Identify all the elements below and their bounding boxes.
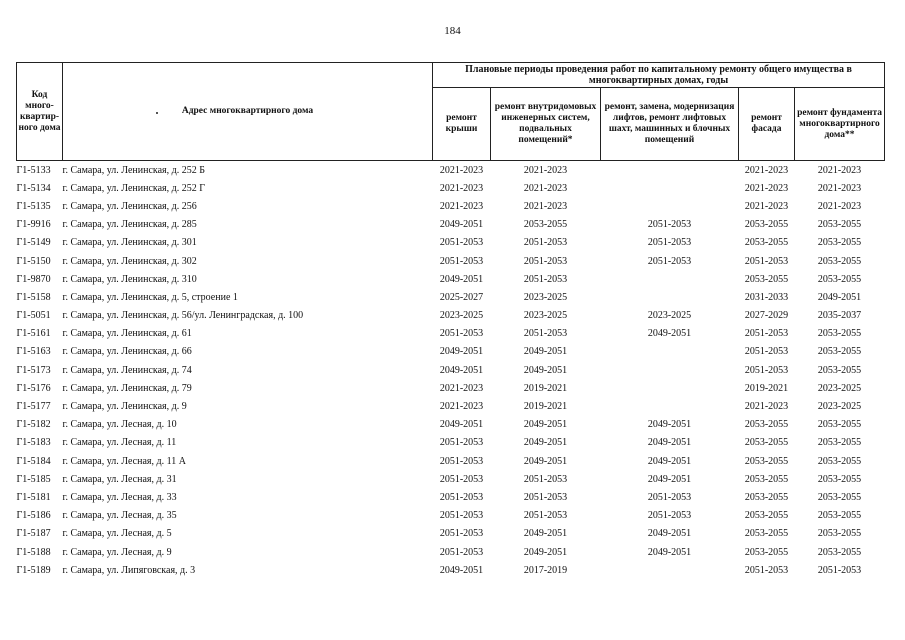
table-row [17, 361, 885, 379]
cell-systems: 2051-2053 [523, 328, 568, 340]
header-foundation: ремонт фундамента многоквартирного дома** [795, 88, 885, 161]
page-number: 184 [444, 25, 461, 37]
cell-foundation: 2049-2051 [817, 291, 862, 303]
cell-facade: 2051-2053 [744, 564, 789, 576]
cell-roof: 2051-2053 [439, 528, 484, 540]
cell-foundation: 2053-2055 [817, 346, 862, 358]
cell-foundation: 2053-2055 [817, 419, 862, 431]
table-row [17, 179, 885, 197]
table-row [17, 197, 885, 215]
cell-code: Г1-5051 [16, 310, 51, 322]
cell-foundation: 2053-2055 [817, 328, 862, 340]
header-periods-group: Плановые периоды проведения работ по капитальному ремонту общего имущества в многоквартирных домах, годы [433, 63, 885, 88]
capital-repair-schedule-table [16, 62, 885, 579]
cell-lifts: 2051-2053 [647, 255, 692, 267]
cell-code: Г1-5185 [16, 473, 51, 485]
cell-facade: 2021-2023 [744, 182, 789, 194]
header-lifts: ремонт, замена, модернизация лифтов, ремонт лифтовых шахт, машинных и блочных помещений [601, 88, 739, 161]
cell-roof: 2049-2051 [439, 219, 484, 231]
cell-code: Г1-5183 [16, 437, 51, 449]
cell-roof: 2051-2053 [439, 328, 484, 340]
cell-facade: 2053-2055 [744, 273, 789, 285]
cell-facade: 2051-2053 [744, 328, 789, 340]
cell-foundation: 2053-2055 [817, 510, 862, 522]
table-row [17, 397, 885, 415]
cell-systems: 2049-2051 [523, 528, 568, 540]
cell-systems: 2051-2053 [523, 273, 568, 285]
cell-lifts [601, 270, 739, 288]
cell-address: г. Самара, ул. Ленинская, д. 56/ул. Ленинградская, д. 100 [62, 310, 304, 322]
cell-foundation: 2023-2025 [817, 382, 862, 394]
cell-lifts [601, 161, 739, 180]
table-row [17, 216, 885, 234]
cell-facade: 2031-2033 [744, 291, 789, 303]
cell-roof: 2049-2051 [439, 419, 484, 431]
table-row [17, 525, 885, 543]
cell-code: Г1-9870 [16, 273, 51, 285]
table-row [17, 234, 885, 252]
cell-lifts: 2049-2051 [647, 455, 692, 467]
cell-roof: 2051-2053 [439, 546, 484, 558]
cell-systems: 2049-2051 [523, 437, 568, 449]
cell-systems: 2053-2055 [523, 219, 568, 231]
cell-foundation: 2053-2055 [817, 219, 862, 231]
cell-address: г. Самара, ул. Ленинская, д. 61 [62, 328, 192, 340]
cell-facade: 2053-2055 [744, 473, 789, 485]
cell-roof: 2021-2023 [439, 382, 484, 394]
cell-address: г. Самара, ул. Лесная, д. 35 [62, 510, 177, 522]
table-header [17, 63, 885, 161]
cell-systems: 2049-2051 [523, 346, 568, 358]
table-row [17, 270, 885, 288]
cell-code: Г1-5187 [16, 528, 51, 540]
table-row [17, 488, 885, 506]
cell-foundation: 2053-2055 [817, 473, 862, 485]
header-address: Адрес многоквартирного дома [63, 63, 433, 161]
table-row [17, 452, 885, 470]
cell-code: Г1-5163 [16, 346, 51, 358]
table-row [17, 288, 885, 306]
cell-code: Г1-5176 [16, 382, 51, 394]
cell-lifts: 2049-2051 [647, 328, 692, 340]
table-row [17, 470, 885, 488]
cell-address: г. Самара, ул. Лесная, д. 10 [62, 419, 177, 431]
table-row [17, 507, 885, 525]
cell-systems: 2049-2051 [523, 364, 568, 376]
cell-code: Г1-5173 [16, 364, 51, 376]
cell-systems: 2019-2021 [523, 382, 568, 394]
cell-lifts [601, 179, 739, 197]
cell-code: Г1-5149 [16, 237, 51, 249]
cell-roof: 2021-2023 [439, 182, 484, 194]
cell-address: г. Самара, ул. Ленинская, д. 302 [62, 255, 197, 267]
cell-code: Г1-5188 [16, 546, 51, 558]
table-row [17, 416, 885, 434]
cell-address: г. Самара, ул. Липяговская, д. 3 [62, 564, 196, 576]
header-roof: ремонт крыши [433, 88, 491, 161]
cell-lifts [601, 343, 739, 361]
cell-facade: 2027-2029 [744, 310, 789, 322]
cell-foundation: 2021-2023 [817, 182, 862, 194]
cell-roof: 2051-2053 [439, 473, 484, 485]
cell-foundation: 2023-2025 [817, 401, 862, 413]
cell-roof: 2021-2023 [439, 164, 484, 176]
cell-systems: 2051-2053 [523, 473, 568, 485]
cell-systems: 2049-2051 [523, 546, 568, 558]
cell-facade: 2051-2053 [744, 346, 789, 358]
cell-code: Г1-5133 [16, 164, 51, 176]
cell-systems: 2051-2053 [523, 510, 568, 522]
table-row [17, 561, 885, 579]
cell-code: Г1-5161 [16, 328, 51, 340]
cell-code: Г1-5135 [16, 200, 51, 212]
table-row [17, 379, 885, 397]
cell-lifts: 2049-2051 [647, 437, 692, 449]
cell-address: г. Самара, ул. Лесная, д. 31 [62, 473, 177, 485]
cell-facade: 2053-2055 [744, 237, 789, 249]
cell-address: г. Самара, ул. Ленинская, д. 79 [62, 382, 192, 394]
cell-lifts: 2051-2053 [647, 491, 692, 503]
cell-facade: 2053-2055 [744, 491, 789, 503]
cell-facade: 2053-2055 [744, 219, 789, 231]
cell-lifts [601, 288, 739, 306]
cell-lifts: 2023-2025 [647, 310, 692, 322]
cell-address: г. Самара, ул. Ленинская, д. 252 Б [62, 164, 205, 176]
cell-code: Г1-5177 [16, 401, 51, 413]
cell-code: Г1-5150 [16, 255, 51, 267]
cell-foundation: 2053-2055 [817, 491, 862, 503]
cell-lifts [601, 561, 739, 579]
cell-facade: 2051-2053 [744, 255, 789, 267]
cell-roof: 2051-2053 [439, 510, 484, 522]
cell-foundation: 2051-2053 [817, 564, 862, 576]
cell-code: Г1-5189 [16, 564, 51, 576]
cell-lifts [601, 197, 739, 215]
cell-lifts [601, 397, 739, 415]
cell-foundation: 2053-2055 [817, 255, 862, 267]
cell-foundation: 2053-2055 [817, 546, 862, 558]
cell-foundation: 2021-2023 [817, 200, 862, 212]
cell-facade: 2019-2021 [744, 382, 789, 394]
cell-lifts: 2051-2053 [647, 237, 692, 249]
table-row [17, 343, 885, 361]
cell-foundation: 2053-2055 [817, 528, 862, 540]
cell-systems: 2019-2021 [523, 401, 568, 413]
cell-roof: 2051-2053 [439, 237, 484, 249]
cell-systems: 2023-2025 [523, 291, 568, 303]
cell-code: Г1-5186 [16, 510, 51, 522]
cell-address: г. Самара, ул. Ленинская, д. 252 Г [62, 182, 206, 194]
cell-facade: 2021-2023 [744, 164, 789, 176]
cell-code: Г1-5134 [16, 182, 51, 194]
cell-address: г. Самара, ул. Ленинская, д. 5, строение 1 [62, 291, 238, 303]
cell-code: Г1-5181 [16, 491, 51, 503]
cell-systems: 2051-2053 [523, 491, 568, 503]
table-row [17, 161, 885, 180]
cell-foundation: 2053-2055 [817, 455, 862, 467]
cell-address: г. Самара, ул. Ленинская, д. 285 [62, 219, 197, 231]
cell-facade: 2021-2023 [744, 401, 789, 413]
cell-roof: 2021-2023 [439, 200, 484, 212]
cell-systems: 2051-2053 [523, 237, 568, 249]
cell-facade: 2053-2055 [744, 437, 789, 449]
cell-roof: 2049-2051 [439, 364, 484, 376]
cell-lifts [601, 379, 739, 397]
cell-code: Г1-5184 [16, 455, 51, 467]
cell-roof: 2023-2025 [439, 310, 484, 322]
cell-foundation: 2053-2055 [817, 364, 862, 376]
cell-address: г. Самара, ул. Лесная, д. 33 [62, 491, 177, 503]
cell-roof: 2025-2027 [439, 291, 484, 303]
table-row [17, 252, 885, 270]
cell-facade: 2053-2055 [744, 510, 789, 522]
cell-systems: 2023-2025 [523, 310, 568, 322]
cell-address: г. Самара, ул. Лесная, д. 11 А [62, 455, 186, 467]
header-facade: ремонт фасада [739, 88, 795, 161]
cell-facade: 2053-2055 [744, 455, 789, 467]
table-row [17, 325, 885, 343]
cell-address: г. Самара, ул. Ленинская, д. 310 [62, 273, 197, 285]
cell-roof: 2049-2051 [439, 273, 484, 285]
cell-roof: 2049-2051 [439, 346, 484, 358]
table-row [17, 434, 885, 452]
cell-lifts: 2051-2053 [647, 219, 692, 231]
cell-facade: 2053-2055 [744, 528, 789, 540]
cell-systems: 2021-2023 [523, 164, 568, 176]
cell-address: г. Самара, ул. Ленинская, д. 301 [62, 237, 197, 249]
cell-systems: 2017-2019 [523, 564, 568, 576]
cell-code: Г1-9916 [16, 219, 51, 231]
cell-address: г. Самара, ул. Ленинская, д. 74 [62, 364, 192, 376]
cell-address: г. Самара, ул. Ленинская, д. 256 [62, 200, 197, 212]
cell-roof: 2049-2051 [439, 564, 484, 576]
cell-roof: 2051-2053 [439, 491, 484, 503]
scan-dot [156, 112, 158, 114]
cell-foundation: 2035-2037 [817, 310, 862, 322]
cell-code: Г1-5182 [16, 419, 51, 431]
cell-roof: 2051-2053 [439, 455, 484, 467]
cell-systems: 2021-2023 [523, 200, 568, 212]
cell-foundation: 2053-2055 [817, 237, 862, 249]
cell-lifts: 2049-2051 [647, 473, 692, 485]
cell-lifts: 2049-2051 [647, 546, 692, 558]
cell-address: г. Самара, ул. Лесная, д. 9 [62, 546, 172, 558]
cell-address: г. Самара, ул. Лесная, д. 5 [62, 528, 172, 540]
cell-foundation: 2021-2023 [817, 164, 862, 176]
cell-address: г. Самара, ул. Ленинская, д. 66 [62, 346, 192, 358]
cell-lifts: 2051-2053 [647, 510, 692, 522]
cell-roof: 2021-2023 [439, 401, 484, 413]
cell-lifts: 2049-2051 [647, 528, 692, 540]
table-row [17, 543, 885, 561]
cell-facade: 2053-2055 [744, 419, 789, 431]
cell-lifts [601, 361, 739, 379]
cell-roof: 2051-2053 [439, 437, 484, 449]
header-systems: ремонт внутридомовых инженерных систем, подвальных помещений* [491, 88, 601, 161]
cell-code: Г1-5158 [16, 291, 51, 303]
cell-systems: 2049-2051 [523, 419, 568, 431]
cell-address: г. Самара, ул. Лесная, д. 11 [62, 437, 177, 449]
cell-facade: 2021-2023 [744, 200, 789, 212]
header-code: Код много-квартир-ного дома [17, 63, 63, 161]
table-body [17, 161, 885, 580]
cell-foundation: 2053-2055 [817, 273, 862, 285]
cell-facade: 2053-2055 [744, 546, 789, 558]
cell-systems: 2021-2023 [523, 182, 568, 194]
table-row [17, 307, 885, 325]
cell-lifts: 2049-2051 [647, 419, 692, 431]
cell-foundation: 2053-2055 [817, 437, 862, 449]
cell-systems: 2049-2051 [523, 455, 568, 467]
cell-address: г. Самара, ул. Ленинская, д. 9 [62, 401, 187, 413]
cell-systems: 2051-2053 [523, 255, 568, 267]
cell-facade: 2051-2053 [744, 364, 789, 376]
cell-roof: 2051-2053 [439, 255, 484, 267]
